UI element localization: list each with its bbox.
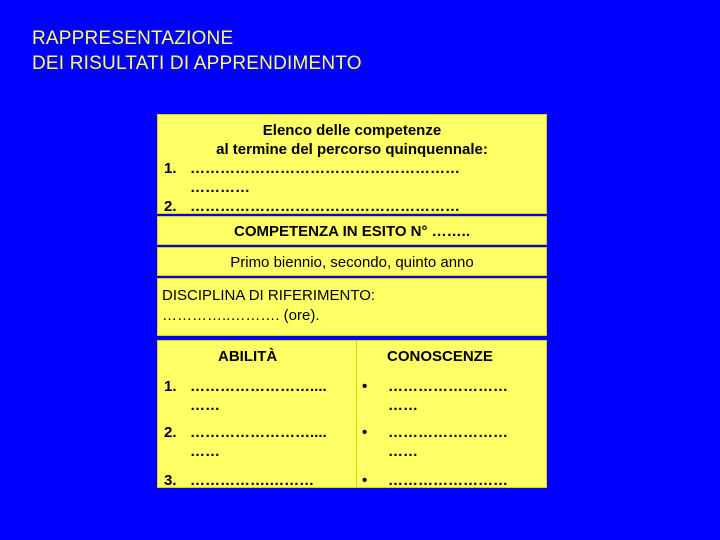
- competenza-item-2: [164, 197, 540, 216]
- competenze-box: [157, 114, 547, 214]
- competenze-heading-line-1: Elenco delle competenze: [262, 122, 442, 139]
- bullet: •: [362, 472, 368, 489]
- item-number: 1.: [164, 160, 177, 177]
- competenza-item-1: [164, 159, 540, 178]
- slide-title: [32, 26, 362, 76]
- row-number: 2.: [164, 424, 177, 441]
- abilita-row-3: [164, 471, 314, 490]
- biennio-text: Primo biennio, secondo, quinto anno: [230, 254, 474, 271]
- item-text: ………………………………………………: [190, 198, 460, 215]
- competenza-esito-box: [157, 216, 547, 245]
- title-line-1: RAPPRESENTAZIONE: [32, 28, 234, 49]
- abilita-row-1-continuation: ……: [190, 397, 220, 414]
- conoscenza-row-1: [362, 377, 508, 396]
- conoscenza-row-1-continuation: ……: [388, 397, 418, 414]
- conoscenza-text: ……………………: [388, 424, 508, 441]
- abilita-header: ABILITÀ: [218, 348, 278, 365]
- title-line-2: DEI RISULTATI DI APPRENDIMENTO: [32, 53, 362, 74]
- disciplina-ore: …………..………. (ore).: [162, 307, 320, 324]
- competenze-heading-line-2: al termine del percorso quinquennale:: [216, 141, 488, 158]
- conoscenza-text: ……………………: [388, 378, 508, 395]
- biennio-box: [157, 247, 547, 276]
- disciplina-box: [157, 278, 547, 336]
- item-text: ………………………………………………: [190, 160, 460, 177]
- abilita-text: ……………………....: [190, 378, 327, 395]
- conoscenza-row-2: [362, 423, 508, 442]
- item-number: 2.: [164, 198, 177, 215]
- conoscenze-header: CONOSCENZE: [387, 348, 493, 365]
- conoscenza-text: ……………………: [388, 472, 508, 489]
- bullet: •: [362, 424, 368, 441]
- row-number: 1.: [164, 378, 177, 395]
- abilita-row-2: [164, 423, 327, 442]
- conoscenza-row-3: [362, 471, 508, 490]
- abilita-conoscenze-table: [157, 340, 547, 488]
- row-number: 3.: [164, 472, 177, 489]
- competenze-heading: [158, 121, 546, 159]
- competenza-esito-text: COMPETENZA IN ESITO N° ……..: [233, 223, 470, 240]
- bullet: •: [362, 378, 368, 395]
- conoscenza-row-2-continuation: ……: [388, 443, 418, 460]
- competenza-item-1-continuation: …………: [190, 179, 250, 196]
- disciplina-label: DISCIPLINA DI RIFERIMENTO:: [162, 287, 376, 304]
- abilita-text: …………….………: [190, 472, 315, 489]
- abilita-text: ……………………....: [190, 424, 327, 441]
- column-divider: [356, 341, 357, 487]
- abilita-row-2-continuation: ……: [190, 443, 220, 460]
- abilita-row-1: [164, 377, 327, 396]
